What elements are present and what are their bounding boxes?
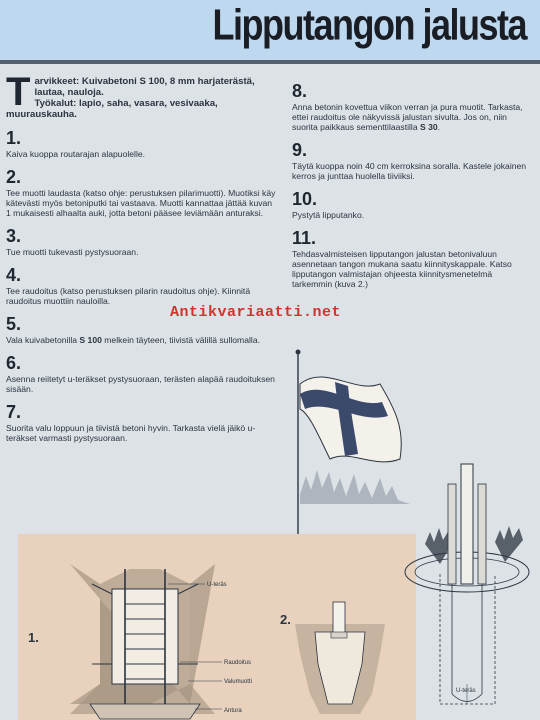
step-number: 8. (292, 81, 308, 101)
flag-drawing (296, 350, 411, 535)
step-11 (292, 229, 532, 289)
page (0, 64, 540, 720)
step-text: Tue muotti tukevasti pystysuoraan. (6, 247, 139, 257)
page-title: Lipputangon jalusta (212, 0, 526, 50)
label-valumuotti: Valumuotti (224, 679, 252, 685)
step-text: Täytä kuoppa noin 40 cm kerroksina soralla. Kastele jokainen kerros ja junttaa huolella tiiviiksi. (292, 161, 527, 181)
step-7 (6, 403, 276, 443)
step-number: 1. (6, 128, 22, 148)
step-number: 6. (6, 353, 22, 373)
materials-line: arvikkeet: Kuivabetoni S 100, 8 mm harjaterästä, lautaa, nauloja. (34, 76, 255, 98)
step-number: 5. (6, 314, 22, 334)
pole-base-drawing (405, 464, 529, 704)
step-1 (6, 129, 276, 159)
step-text: Pystytä lipputanko. (292, 210, 365, 220)
step-text: Anna betonin kovettua viikon verran ja pura muotit. Tarkasta, ettei raudoitus ole näkyvissä jalustan sivulta. Jos on, niin suorita paikkaus sementtilaastilla S 30. (292, 102, 523, 132)
step-number: 10. (292, 189, 318, 209)
title-bar (0, 0, 540, 62)
step-number: 9. (292, 140, 308, 160)
right-column (292, 82, 532, 289)
step-text: Tee raudoitus (katso perustuksen pilarin raudoitus ohje). Kiinnitä raudoitus muottiin nauloilla. (6, 286, 251, 306)
watermark: Antikvariaatti.net (170, 304, 342, 321)
step-text: Kaiva kuoppa routarajan alapuolelle. (6, 149, 146, 159)
materials-intro (6, 70, 276, 120)
step-10 (292, 190, 532, 220)
tools-line: Työkalut: lapio, saha, vasara, vesivaaka, muurauskauha. (6, 98, 218, 120)
step-2 (6, 168, 276, 218)
step-3 (6, 227, 276, 257)
step-text: Vala kuivabetonilla S 100 melkein täyteen, tiivistä välillä sullomalla. (6, 335, 260, 345)
dropcap: T (6, 70, 31, 114)
step-text: Tee muotti laudasta (katso ohje: perustuksen pilarimuotti). Muotiksi käy kätevästi myös betoniputki tai vastaava. Muotti kannattaa jättää kuvan 1 mukaisesti alhaalta auki, jotta betoni pääsee leviämään anturaksi. (6, 188, 276, 218)
step-text: Asenna reiitetyt u-teräkset pystysuoraan, terästen alapää raudoituksen sisään. (6, 374, 275, 394)
label-u-teras-top: U-teräs (207, 582, 227, 588)
step-number: 4. (6, 265, 22, 285)
step-number: 3. (6, 226, 22, 246)
figure-2-number: 2. (280, 612, 291, 627)
step-4 (6, 266, 276, 306)
step-6 (6, 354, 276, 394)
step-9 (292, 141, 532, 181)
step-text: Tehdasvalmisteisen lipputangon jalustan betonivaluun asennetaan tangon mukana saatu kiinnityskappale. Katso lipputangon valmistajan ohjeesta kiinnitysmenetelmä tarkemmin (kuva 2.) (292, 249, 512, 289)
step-number: 11. (292, 228, 317, 248)
label-u-teras-bottom: U-teräs (456, 688, 476, 694)
step-8 (292, 82, 532, 132)
step-number: 2. (6, 167, 22, 187)
step-number: 7. (6, 402, 22, 422)
label-antura: Antura (224, 708, 242, 714)
left-column (6, 70, 276, 443)
figure-1-number: 1. (28, 630, 39, 645)
step-text: Suorita valu loppuun ja tiivistä betoni hyvin. Tarkasta vielä jäikö u-teräkset varmasti pystysuoraan. (6, 423, 256, 443)
label-raudoitus: Raudoitus (224, 660, 252, 666)
